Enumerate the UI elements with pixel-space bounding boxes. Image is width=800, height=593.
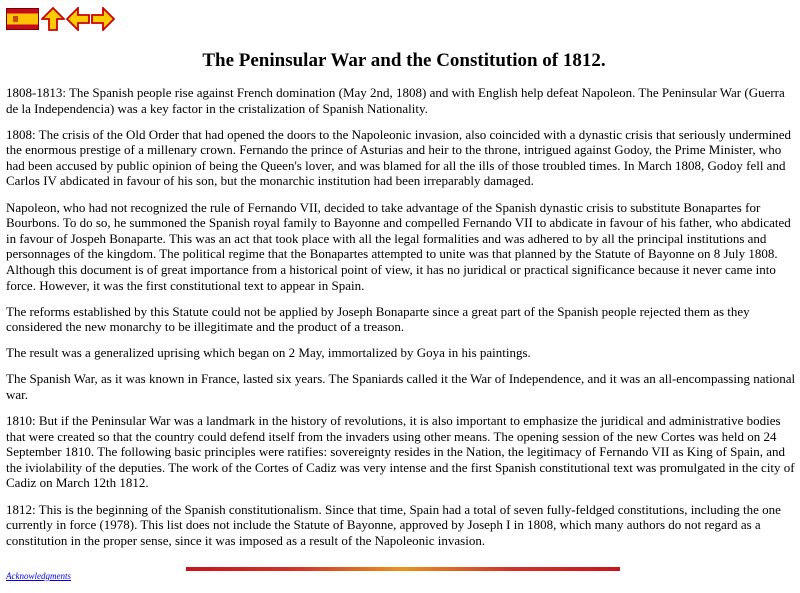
paragraph: Napoleon, who had not recognized the rule of Fernando VII, decided to take advantage of the Spanish dynastic crisis to substitute Bonapartes for Bourbons. To do so, he summoned the Spanish royal family to Bayonne and compelled Fernando VII to abdicate in favour of his father, who abdicated in favour of Jospeh Bonaparte. This was an act that took place with all the legal formalities and was adhered to by all the principal institutions and personnages of the kingdom. The political regime that the Bonapartes attempted to unite was that planned by the Statute of Bayonne on 8 July 1808. Although this document is of great importance from a historical point of view, it has no juridical or practical significance because it never came into force. However, it was the first constitutional text to appear in Spain.	[6, 199, 791, 293]
right-arrow-icon[interactable]	[91, 7, 115, 31]
nav-bar	[6, 7, 116, 31]
page-title: The Peninsular War and the Constitution of 1812.	[202, 50, 606, 71]
paragraph: 1812: This is the beginning of the Spanish constitutionalism. Since that time, Spain had a total of seven fully-feldged constitutions, including the one currently in force (1978). This list does not include the Statute of Bayonne, approved by Joseph I in 1808, which many authors do not regard as a constitution in the proper sense, since it was imposed as a result of the Napoleonic invasion.	[6, 501, 781, 548]
up-arrow-icon[interactable]	[41, 7, 65, 31]
paragraph: The result was a generalized uprising which began on 2 May, immortalized by Goya in his paintings.	[6, 345, 531, 361]
paragraph: 1810: But if the Peninsular War was a landmark in the history of revolutions, it is also important to emphasize the juridical and administrative bodies that were created so that the country could defend itself from the invaders using other means. The opening session of the new Cortes was held on 24 September 1810. The following basic principles were ratifies: sovereignty resides in the Nation, the legitimacy of Fernando VII as King of Spain, and the iviolability of the deputies. The work of the Cortes of Cadiz was very intense and the first Spanish constitutional text was promulgated in the city of Cadiz on March 12th 1812.	[6, 413, 795, 491]
left-arrow-icon[interactable]	[66, 7, 90, 31]
paragraph: 1808: The crisis of the Old Order that had opened the doors to the Napoleonic invasion, also coincided with a dynastic crisis that seriously undermined the enormous prestige of a millenary crown. Fernando the prince of Asturias and heir to the throne, intrigued against Godoy, the Prime Minister, who had been accused by public opinion of being the Queen's lover, and was blamed for all the ills of those troubled times. In March 1808, Godoy fell and Carlos IV abdicated in favour of his son, but the monarchic institution had been irreparably damaged.	[6, 126, 791, 189]
spain-flag-icon[interactable]	[6, 8, 39, 30]
acknowledgments-link[interactable]: Acknowledgments	[6, 571, 71, 581]
paragraph: The reforms established by this Statute could not be applied by Joseph Bonaparte since a great part of the Spanish people rejected them as they considered the new monarchy to be illegitimate and the product of a treason.	[6, 303, 750, 335]
paragraph: The Spanish War, as it was known in France, lasted six years. The Spaniards called it the War of Independence, and it was an all-encompassing national war.	[6, 371, 796, 402]
article-body	[6, 85, 796, 559]
paragraph: 1808-1813: The Spanish people rise against French domination (May 2nd, 1808) and with English help defeat Napoleon. The Peninsular War (Guerra de la Independencia) was a key factor in the cristalization of Spanish Nationality.	[6, 85, 785, 116]
decorative-divider	[186, 567, 620, 571]
